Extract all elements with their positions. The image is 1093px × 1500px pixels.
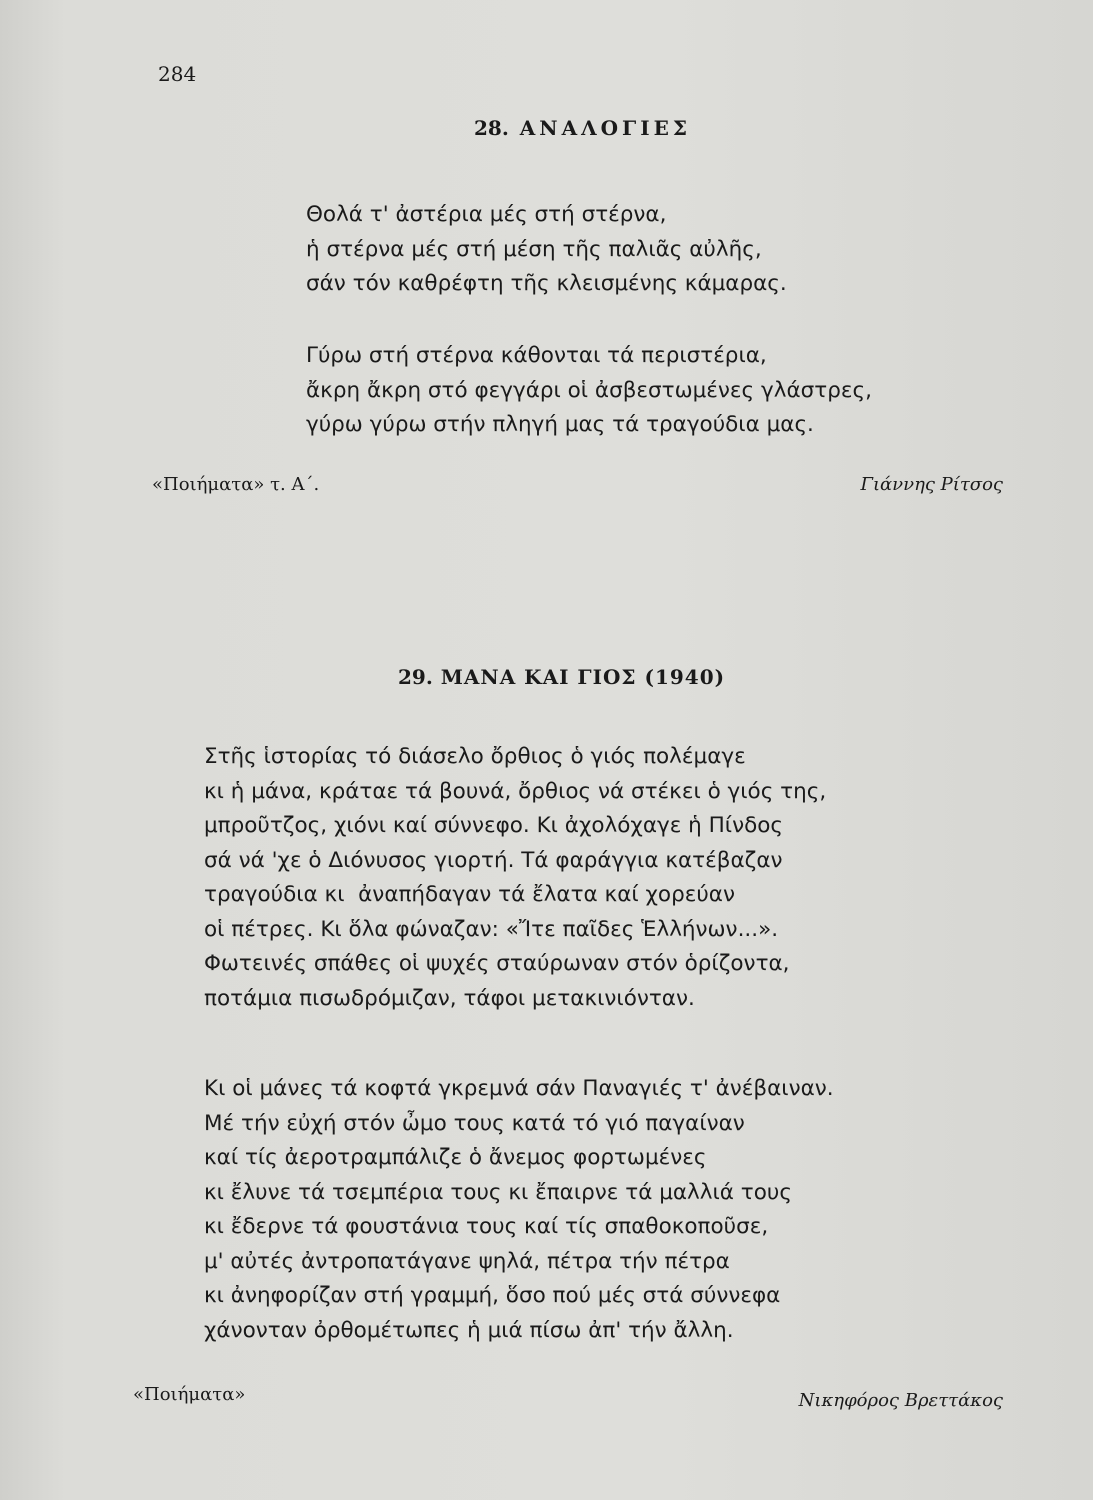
verse-line: Θολά τ' ἀστέρια μές στή στέρνα,: [306, 202, 667, 227]
verse-line: σά νά 'χε ὁ Διόνυσος γιορτή. Τά φαράγγια κατέβαζαν: [204, 847, 783, 873]
poem-1-number: 28.: [474, 116, 509, 140]
verse-line: κι ἡ μάνα, κράταε τά βουνά, ὄρθιος νά στέκει ὁ γιός της,: [204, 778, 827, 804]
verse-line: Κι οἱ μάνες τά κοφτά γκρεμνά σάν Παναγιές τ' ἀνέβαιναν.: [204, 1076, 834, 1101]
verse-line: χάνονταν ὀρθομέτωπες ἡ μιά πίσω ἀπ' τήν ἄλλη.: [204, 1317, 734, 1343]
poem-1-stanza-2: [306, 339, 872, 443]
poem-1-heading: [474, 116, 691, 140]
poem-2-heading: [398, 665, 725, 689]
poem-2-number: 29.: [398, 665, 433, 689]
verse-line: οἱ πέτρες. Κι ὅλα φώναζαν: «Ἴτε παῖδες Ἑλλήνων...».: [204, 916, 779, 942]
verse-line: ποτάμια πισωδρόμιζαν, τάφοι μετακινιόνταν.: [204, 985, 695, 1011]
poem-2-stanza-2: [204, 1072, 834, 1348]
verse-line: μπροῦτζος, χιόνι καί σύννεφο. Κι ἀχολόχαγε ἡ Πίνδος: [204, 813, 784, 838]
poem-2-author: Νικηφόρος Βρεττάκος: [798, 1390, 1003, 1411]
page-number: 284: [158, 62, 197, 86]
verse-line: Μέ τήν εὐχή στόν ὦμο τους κατά τό γιό παγαίναν: [204, 1110, 745, 1136]
verse-line: ἄκρη ἄκρη στό φεγγάρι οἱ ἀσβεστωμένες γλάστρες,: [306, 377, 872, 403]
poem-2-source: «Ποιήματα»: [133, 1384, 246, 1405]
verse-line: σάν τόν καθρέφτη τῆς κλεισμένης κάμαρας.: [306, 271, 787, 296]
verse-line: Γύρω στή στέρνα κάθονται τά περιστέρια,: [306, 343, 767, 368]
poem-2-stanza-1: [204, 740, 826, 1016]
verse-line: καί τίς ἀεροτραμπάλιζε ὁ ἄνεμος φορτωμένες: [204, 1145, 707, 1170]
poem-1-stanza-1: [306, 198, 787, 302]
poem-1-author: Γιάννης Ρίτσος: [860, 474, 1003, 495]
verse-line: ἡ στέρνα μές στή μέση τῆς παλιᾶς αὐλῆς,: [306, 236, 762, 262]
poem-1-title: ΑΝΑΛΟΓΙΕΣ: [519, 116, 691, 140]
verse-line: κι ἔλυνε τά τσεμπέρια τους κι ἔπαιρνε τά μαλλιά τους: [204, 1179, 792, 1205]
verse-line: τραγούδια κι ἀναπήδαγαν τά ἔλατα καί χορεύαν: [204, 882, 735, 907]
verse-line: κι ἀνηφορίζαν στή γραμμή, ὅσο πού μές στά σύννεφα: [204, 1283, 781, 1308]
poem-1-source: «Ποιήματα» τ. Α΄.: [152, 474, 320, 495]
verse-line: μ' αὐτές ἀντροπατάγανε ψηλά, πέτρα τήν πέτρα: [204, 1248, 730, 1274]
verse-line: Φωτεινές σπάθες οἱ ψυχές σταύρωναν στόν ὁρίζοντα,: [204, 951, 790, 976]
poem-2-title: ΜΑΝΑ ΚΑΙ ΓΙΟΣ (1940): [440, 665, 726, 689]
verse-line: κι ἔδερνε τά φουστάνια τους καί τίς σπαθοκοποῦσε,: [204, 1214, 769, 1239]
verse-line: Στῆς ἱστορίας τό διάσελο ὄρθιος ὁ γιός πολέμαγε: [204, 744, 746, 769]
verse-line: γύρω γύρω στήν πληγή μας τά τραγούδια μας.: [306, 412, 814, 437]
